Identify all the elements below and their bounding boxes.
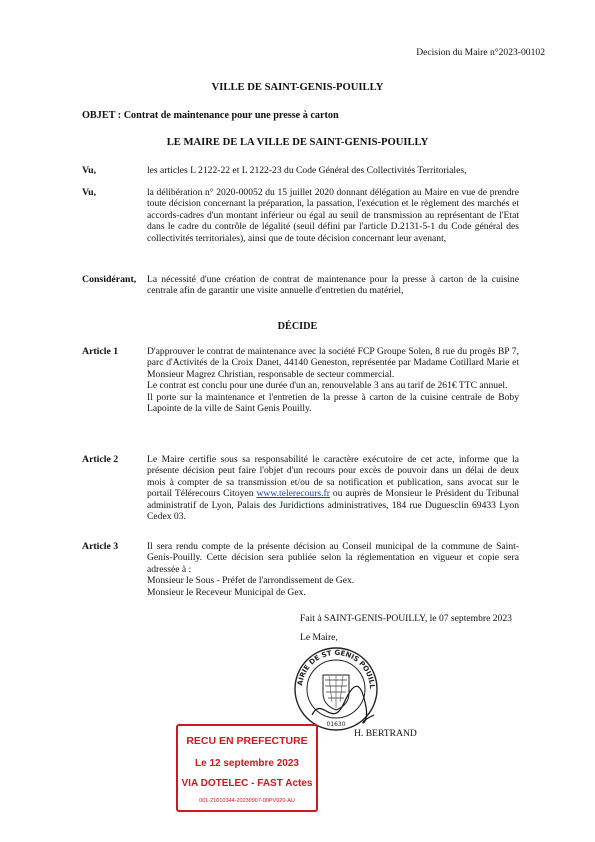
signatory-title: Le Maire,: [300, 632, 338, 643]
place-date: Fait à SAINT-GENIS-POUILLY, le 07 septembre 2023: [300, 613, 512, 624]
subject-line: OBJET : Contrat de maintenance pour une presse à carton: [82, 110, 339, 121]
article-1-body: [147, 346, 519, 414]
decision-reference: Decision du Maire n°2023-00102: [416, 47, 545, 58]
svg-text:MAIRIE DE ST GENIS POUILLY: AIRIE DE ST GENIS POUILL: [296, 648, 377, 688]
preamble-text-vu-1: les articles L 2122-22 et L 2122-23 du Code Général des Collectivités Territoriales,: [147, 165, 467, 176]
stamp-line-date: Le 12 septembre 2023: [195, 758, 299, 769]
article-3-body: [147, 541, 519, 598]
decide-heading: DÉCIDE: [277, 321, 318, 332]
seal-graphic: [292, 645, 380, 733]
preamble-text-vu-2: la délibération n° 2020-00052 du 15 juillet 2020 donnant délégation au Maire en vue de prendre toute décision concernant la préparation, la passation, l'exécution et le règlement des marchés et accords-cadres d'un montant inférieur ou égal au seuil de transmission au représentant de l'Etat dans le cadre du contrôle de légalité (seuil défini par l'article D.2131-5-1 du Code général des collectivités territoriales), ainsi que de toute décision concernant leur avenant,: [147, 187, 519, 244]
svg-text:01630: 01630: [326, 721, 346, 728]
authority-heading: LE MAIRE DE LA VILLE DE SAINT-GENIS-POUILLY: [166, 137, 429, 148]
article-1-paragraph: D'approuver le contrat de maintenance avec la société FCP Groupe Solen, 8 rue du progès BP 7, parc d'Activités de la Croix Danet, 44140 Geneston, représentée par Madame Cotillard Marie et Monsieur Magrez Christian, responsable de secteur commercial.: [147, 346, 519, 380]
town-hall-seal: [292, 645, 380, 733]
article-1-paragraph: Il porte sur la maintenance et l'entretien de la presse à carton de la cuisine centrale de Boby Lapointe de la ville de Saint Genis Pouilly.: [147, 391, 519, 415]
city-heading: VILLE DE SAINT-GENIS-POUILLY: [211, 82, 384, 93]
stamp-line-channel: VIA DOTELEC - FAST Actes: [181, 778, 313, 789]
stamp-line-received: RECU EN PREFECTURE: [186, 735, 308, 747]
preamble-label-vu-2: Vu,: [82, 187, 97, 198]
prefecture-receipt-stamp: [176, 724, 318, 812]
stamp-line-reference: 001-21010344-20230907-00PV020-AU: [199, 798, 295, 804]
article-3-paragraph: Il sera rendu compte de la présente décision au Conseil municipal de la commune de Saint-Genis-Pouilly. Cette décision sera publiée selon la réglementation en vigueur et copie sera adressée à :: [147, 541, 519, 575]
preamble-text-considerant: La nécessité d'une création de contrat de maintenance pour la presse à carton de la cuisine centrale afin de garantir une visite annuelle d'entretien du matériel,: [147, 274, 519, 297]
preamble-label-considerant: Considérant,: [82, 274, 137, 285]
telerecours-link[interactable]: www.telerecours.fr: [256, 488, 330, 500]
article-3-label: Article 3: [82, 541, 119, 552]
article-2-label: Article 2: [82, 454, 119, 465]
article-3-recipient: Monsieur le Sous - Préfet de l'arrondissement de Gex.: [147, 575, 355, 587]
preamble-label-vu-1: Vu,: [82, 165, 97, 176]
signatory-name: H. BERTRAND: [354, 728, 417, 739]
article-2-body: [147, 454, 519, 522]
article-2-text: Le Maire certifie sous sa responsabilité le caractère exécutoire de cet acte, informe que la présente décision peut faire l'objet d'un recours pour excès de pouvoir dans un délai de deux mois à compter de sa transmission et/ou de sa notification et publication, sans avocat sur le portail Télérecours Citoyen: [147, 454, 519, 500]
article-1-paragraph: Le contrat est conclu pour une durée d'un an, renouvelable 3 ans au tarif de 261€ TTC annuel.: [147, 380, 508, 392]
article-3-recipient: Monsieur le Receveur Municipal de Gex.: [147, 586, 306, 598]
article-2-text-end: ou auprès de Monsieur le Président du Tribunal administratif de Lyon, Palais des Juridictions administratives, 184 rue Duguesclin 69433 Lyon Cedex 03.: [147, 488, 519, 523]
article-1-label: Article 1: [82, 346, 119, 357]
